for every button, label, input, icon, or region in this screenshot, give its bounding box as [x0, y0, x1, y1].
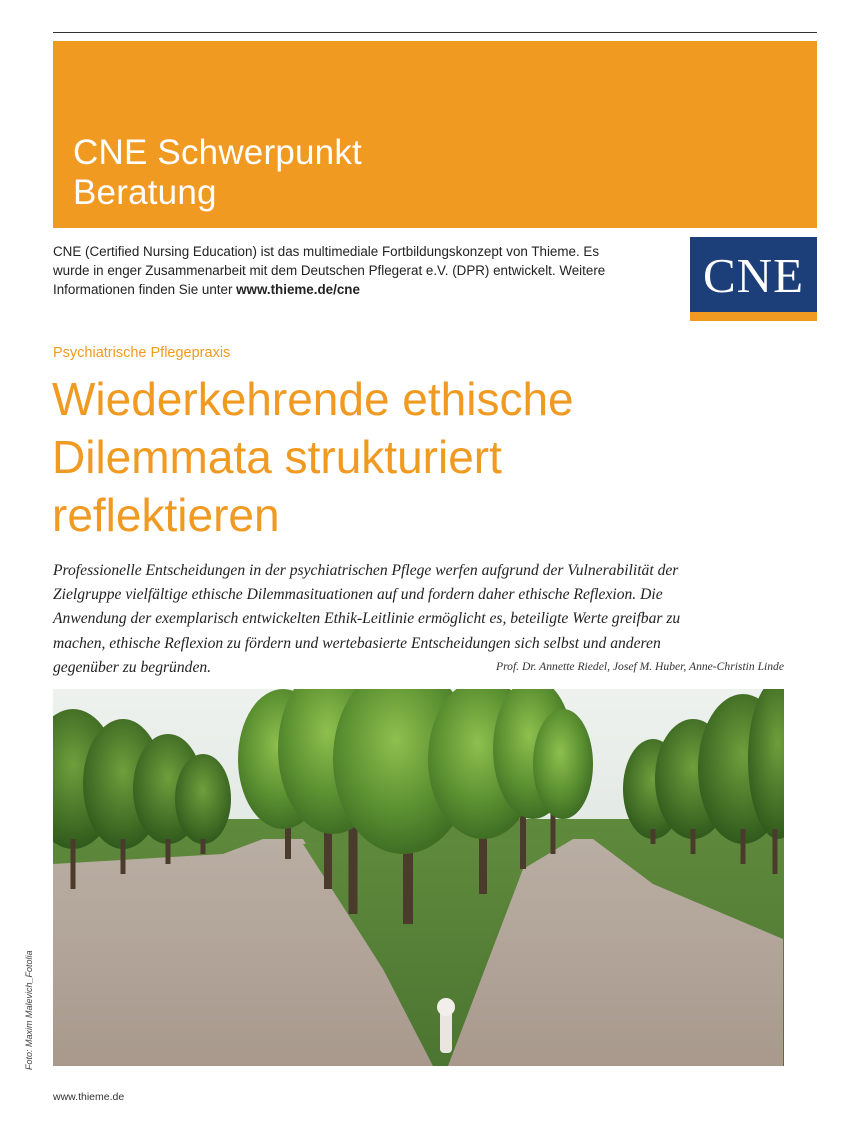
cne-logo	[690, 237, 817, 321]
headline-line-1: Wiederkehrende ethische	[52, 373, 574, 425]
intro-line-3-prefix: Informationen finden Sie unter	[53, 282, 237, 297]
intro-line-3	[53, 280, 653, 299]
abstract-line-2: Zielgruppe vielfältige ethische Dilemmasituationen auf und fordern daher ethische Reflexion. Die	[53, 586, 663, 604]
cne-logo-bar	[690, 312, 817, 321]
headline-line-3: reflektieren	[52, 489, 280, 541]
photo-credit	[22, 940, 36, 1070]
abstract-line-5: gegenüber zu begründen.	[53, 658, 212, 676]
intro-line-2: wurde in enger Zusammenarbeit mit dem Deutschen Pflegerat e.V. (DPR) entwickelt. Weitere	[53, 263, 606, 278]
article-headline	[52, 370, 812, 544]
cne-logo-text: CNE	[703, 248, 804, 303]
article-authors: Prof. Dr. Annette Riedel, Josef M. Huber, Anne-Christin Linde	[496, 660, 784, 673]
banner-title	[73, 133, 362, 213]
banner-title-line-1: CNE Schwerpunkt	[73, 133, 362, 172]
section-banner	[53, 41, 817, 228]
abstract-line-1: Professionelle Entscheidungen in der psychiatrischen Pflege werfen aufgrund der Vulnerabilität der	[53, 562, 679, 579]
intro-link[interactable]: www.thieme.de/cne	[236, 282, 360, 297]
intro-line-1: CNE (Certified Nursing Education) ist das multimediale Fortbildungskonzept von Thieme. Es	[53, 244, 600, 259]
article-kicker: Psychiatrische Pflegepraxis	[53, 345, 231, 361]
top-rule	[53, 32, 817, 33]
abstract-line-3: Anwendung der exemplarisch entwickelten Ethik-Leitlinie ermöglicht es, beteiligte Werte greifbar zu	[53, 610, 681, 628]
abstract-line-4: machen, ethische Reflexion zu fördern und wertebasierte Entscheidungen sich selbst und anderen	[53, 634, 661, 652]
footer-url[interactable]: www.thieme.de	[53, 1091, 125, 1103]
headline-line-2: Dilemmata strukturiert	[52, 431, 502, 483]
article-photo	[53, 689, 784, 1066]
banner-title-line-2: Beratung	[73, 173, 217, 212]
photo-credit-text: Foto: Maxim Malevich_Fotolia	[24, 950, 34, 1070]
intro-text	[53, 242, 653, 299]
